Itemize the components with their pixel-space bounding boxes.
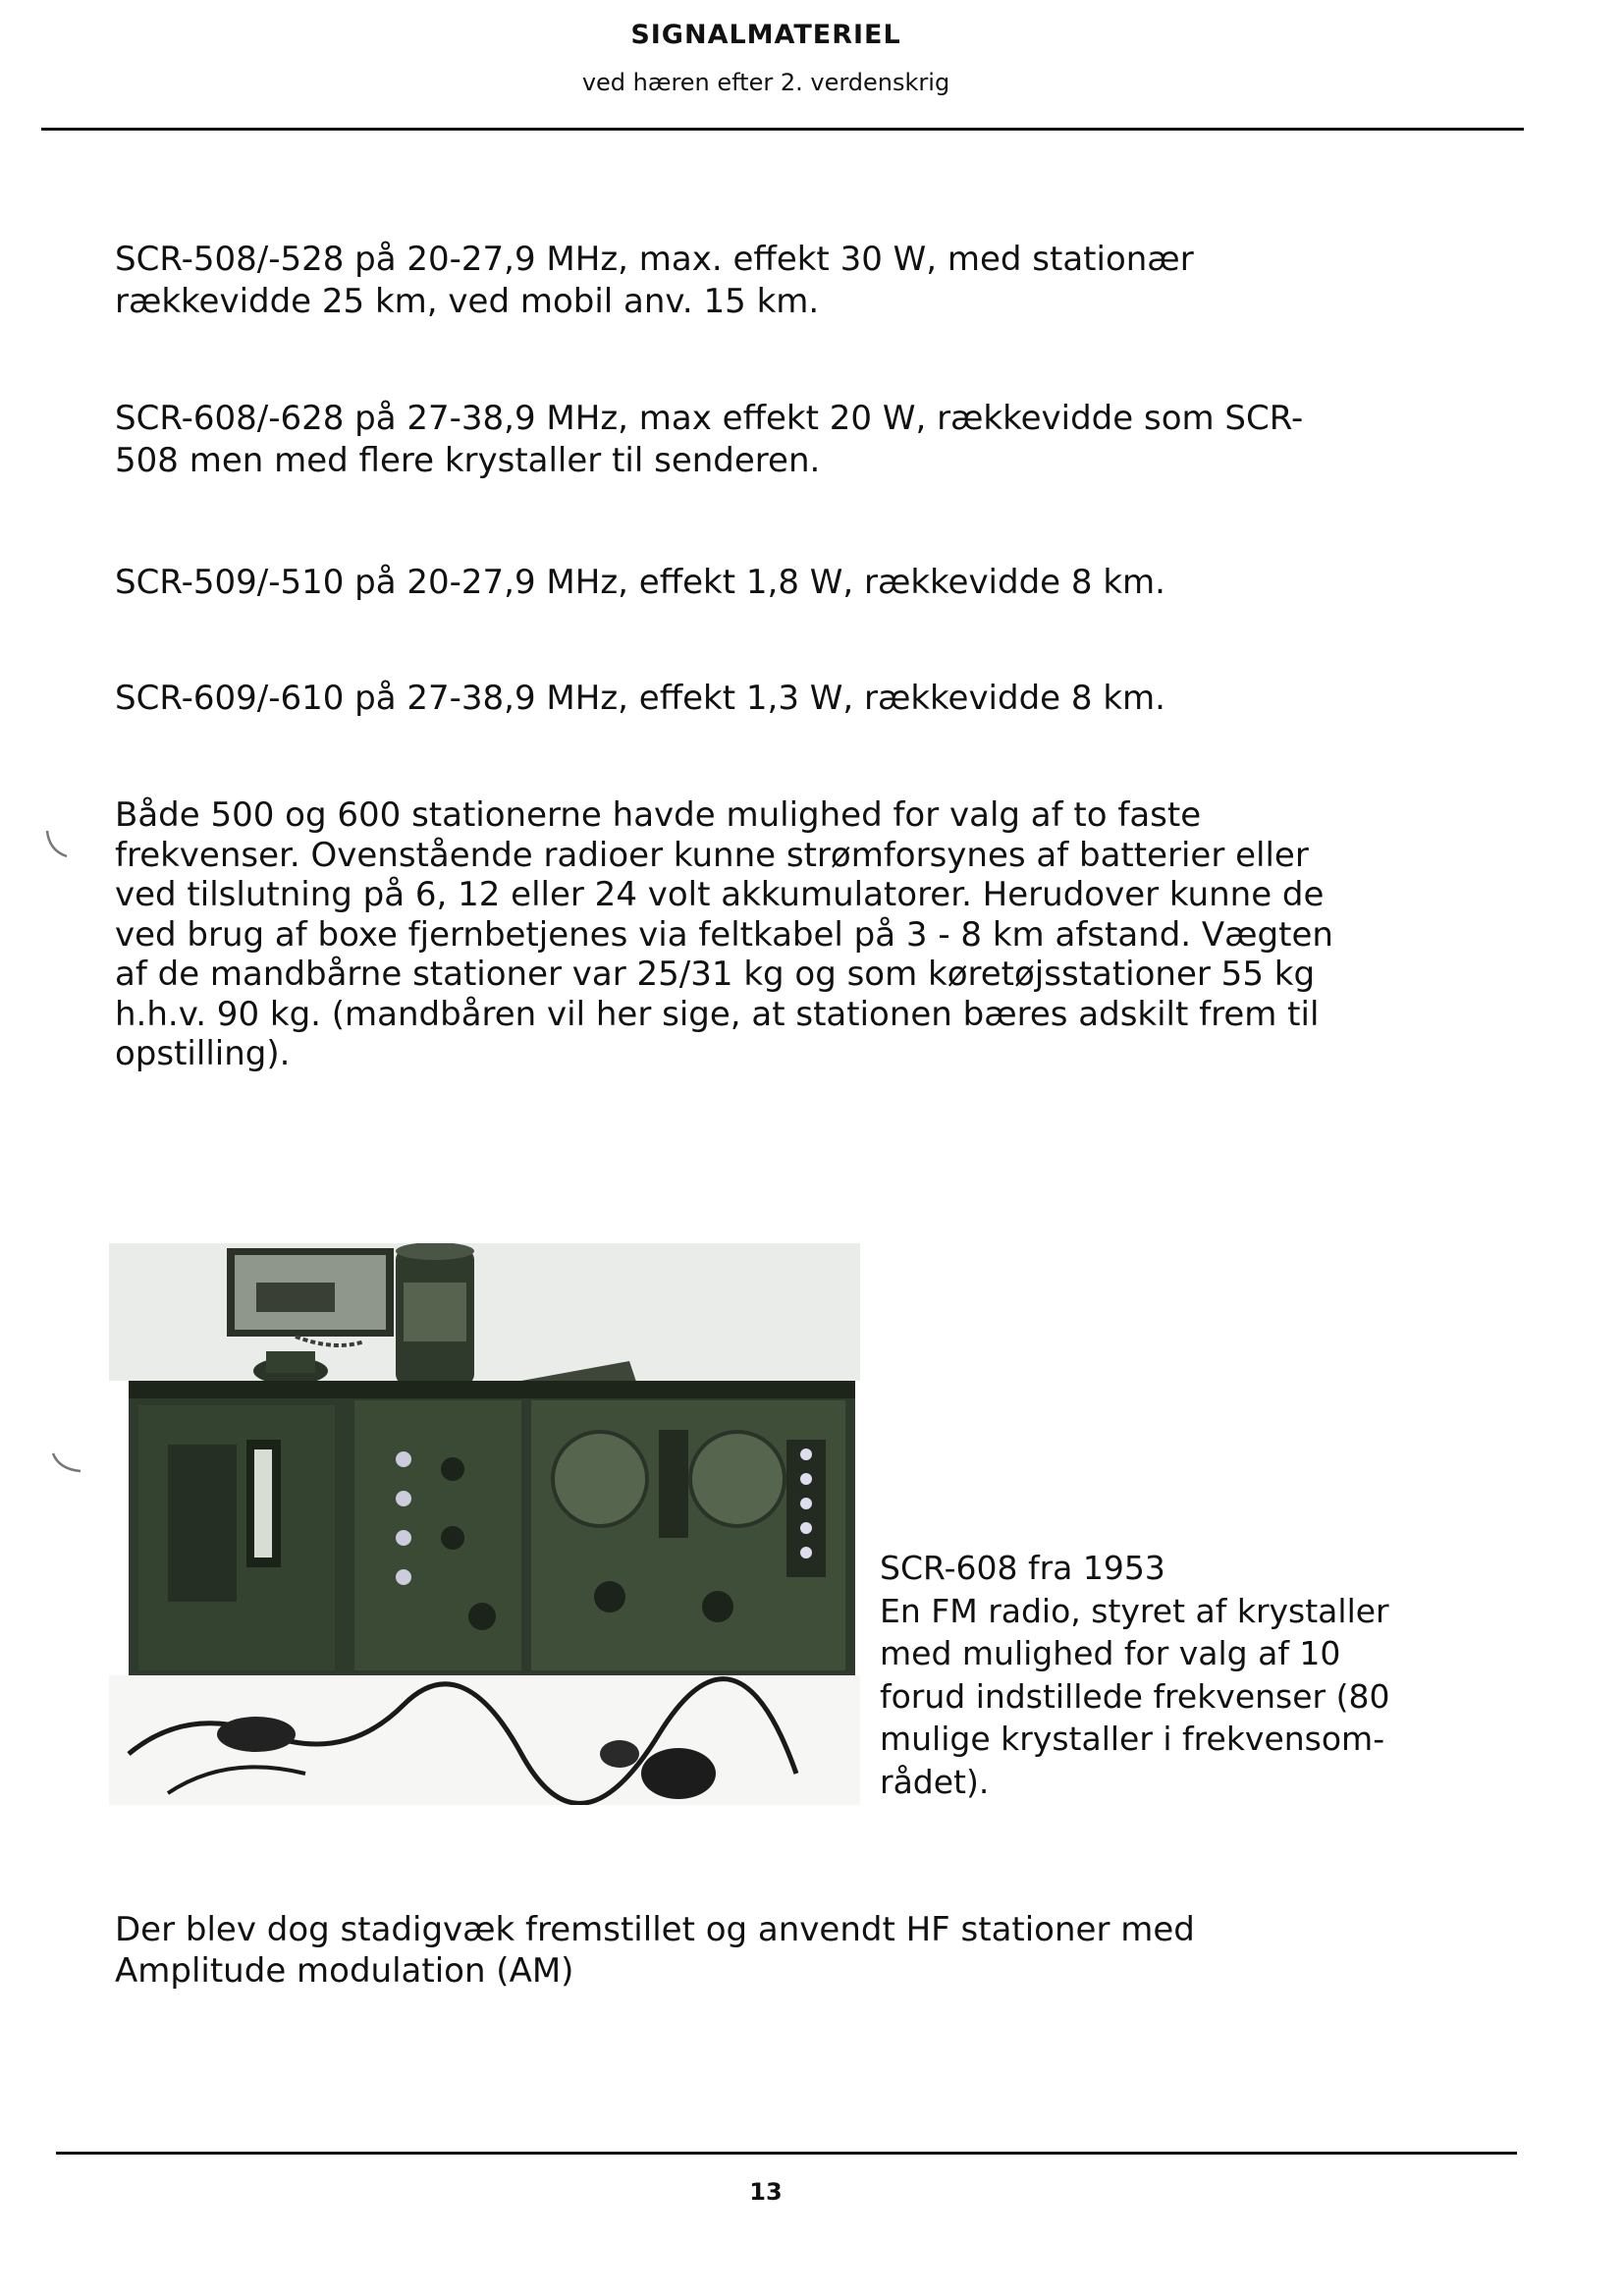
paragraph-scr509: SCR-509/-510 på 20-27,9 MHz, effekt 1,8 W, rækkevidde 8 km. — [115, 563, 1165, 602]
header-title: SIGNALMATERIEL — [630, 20, 901, 50]
header-rule — [41, 128, 1524, 131]
footer-rule — [56, 2152, 1517, 2155]
paragraph-scr608: SCR-608/-628 på 27-38,9 MHz, max effekt 20 W, rækkevidde som SCR-508 men med flere krystaller til senderen. — [115, 399, 1304, 480]
photo-caption: SCR-608 fra 1953 En FM radio, styret af krystaller med mulighed for valg af 10 forud indstillede frekvenser (80 mulige krystaller i frekvensom-rådet). — [880, 1549, 1390, 1801]
radio-photo — [109, 1243, 860, 1805]
paragraph-scr508: SCR-508/-528 på 20-27,9 MHz, max. effekt 30 W, med stationær rækkevidde 25 km, ved mobil anv. 15 km. — [115, 240, 1194, 321]
paragraph-scr609: SCR-609/-610 på 27-38,9 MHz, effekt 1,3 W, rækkevidde 8 km. — [115, 679, 1165, 718]
page-number: 13 — [749, 2178, 783, 2206]
hole-punch-mark-bottom — [47, 1446, 86, 1485]
header-subtitle: ved hæren efter 2. verdenskrig — [581, 69, 950, 96]
paragraph-description: Både 500 og 600 stationerne havde mulighed for valg af to faste frekvenser. Ovenstående radioer kunne strømforsynes af batterier eller ved tilslutning på 6, 12 eller 24 volt akkumulatorer. Herudover kunne de ved brug af boxe fjernbetjenes via feltkabel på 3 - 8 km afstand. Vægten af de mandbårne stationer var 25/31 kg og som køretøjsstationer 55 kg h.h.v. 90 kg. (mandbåren vil her sige, at stationen bæres adskilt frem til opstilling). — [115, 795, 1333, 1073]
hole-punch-mark-top — [39, 825, 79, 864]
paragraph-closing: Der blev dog stadigvæk fremstillet og anvendt HF stationer med Amplitude modulation (AM) — [115, 1910, 1195, 1991]
